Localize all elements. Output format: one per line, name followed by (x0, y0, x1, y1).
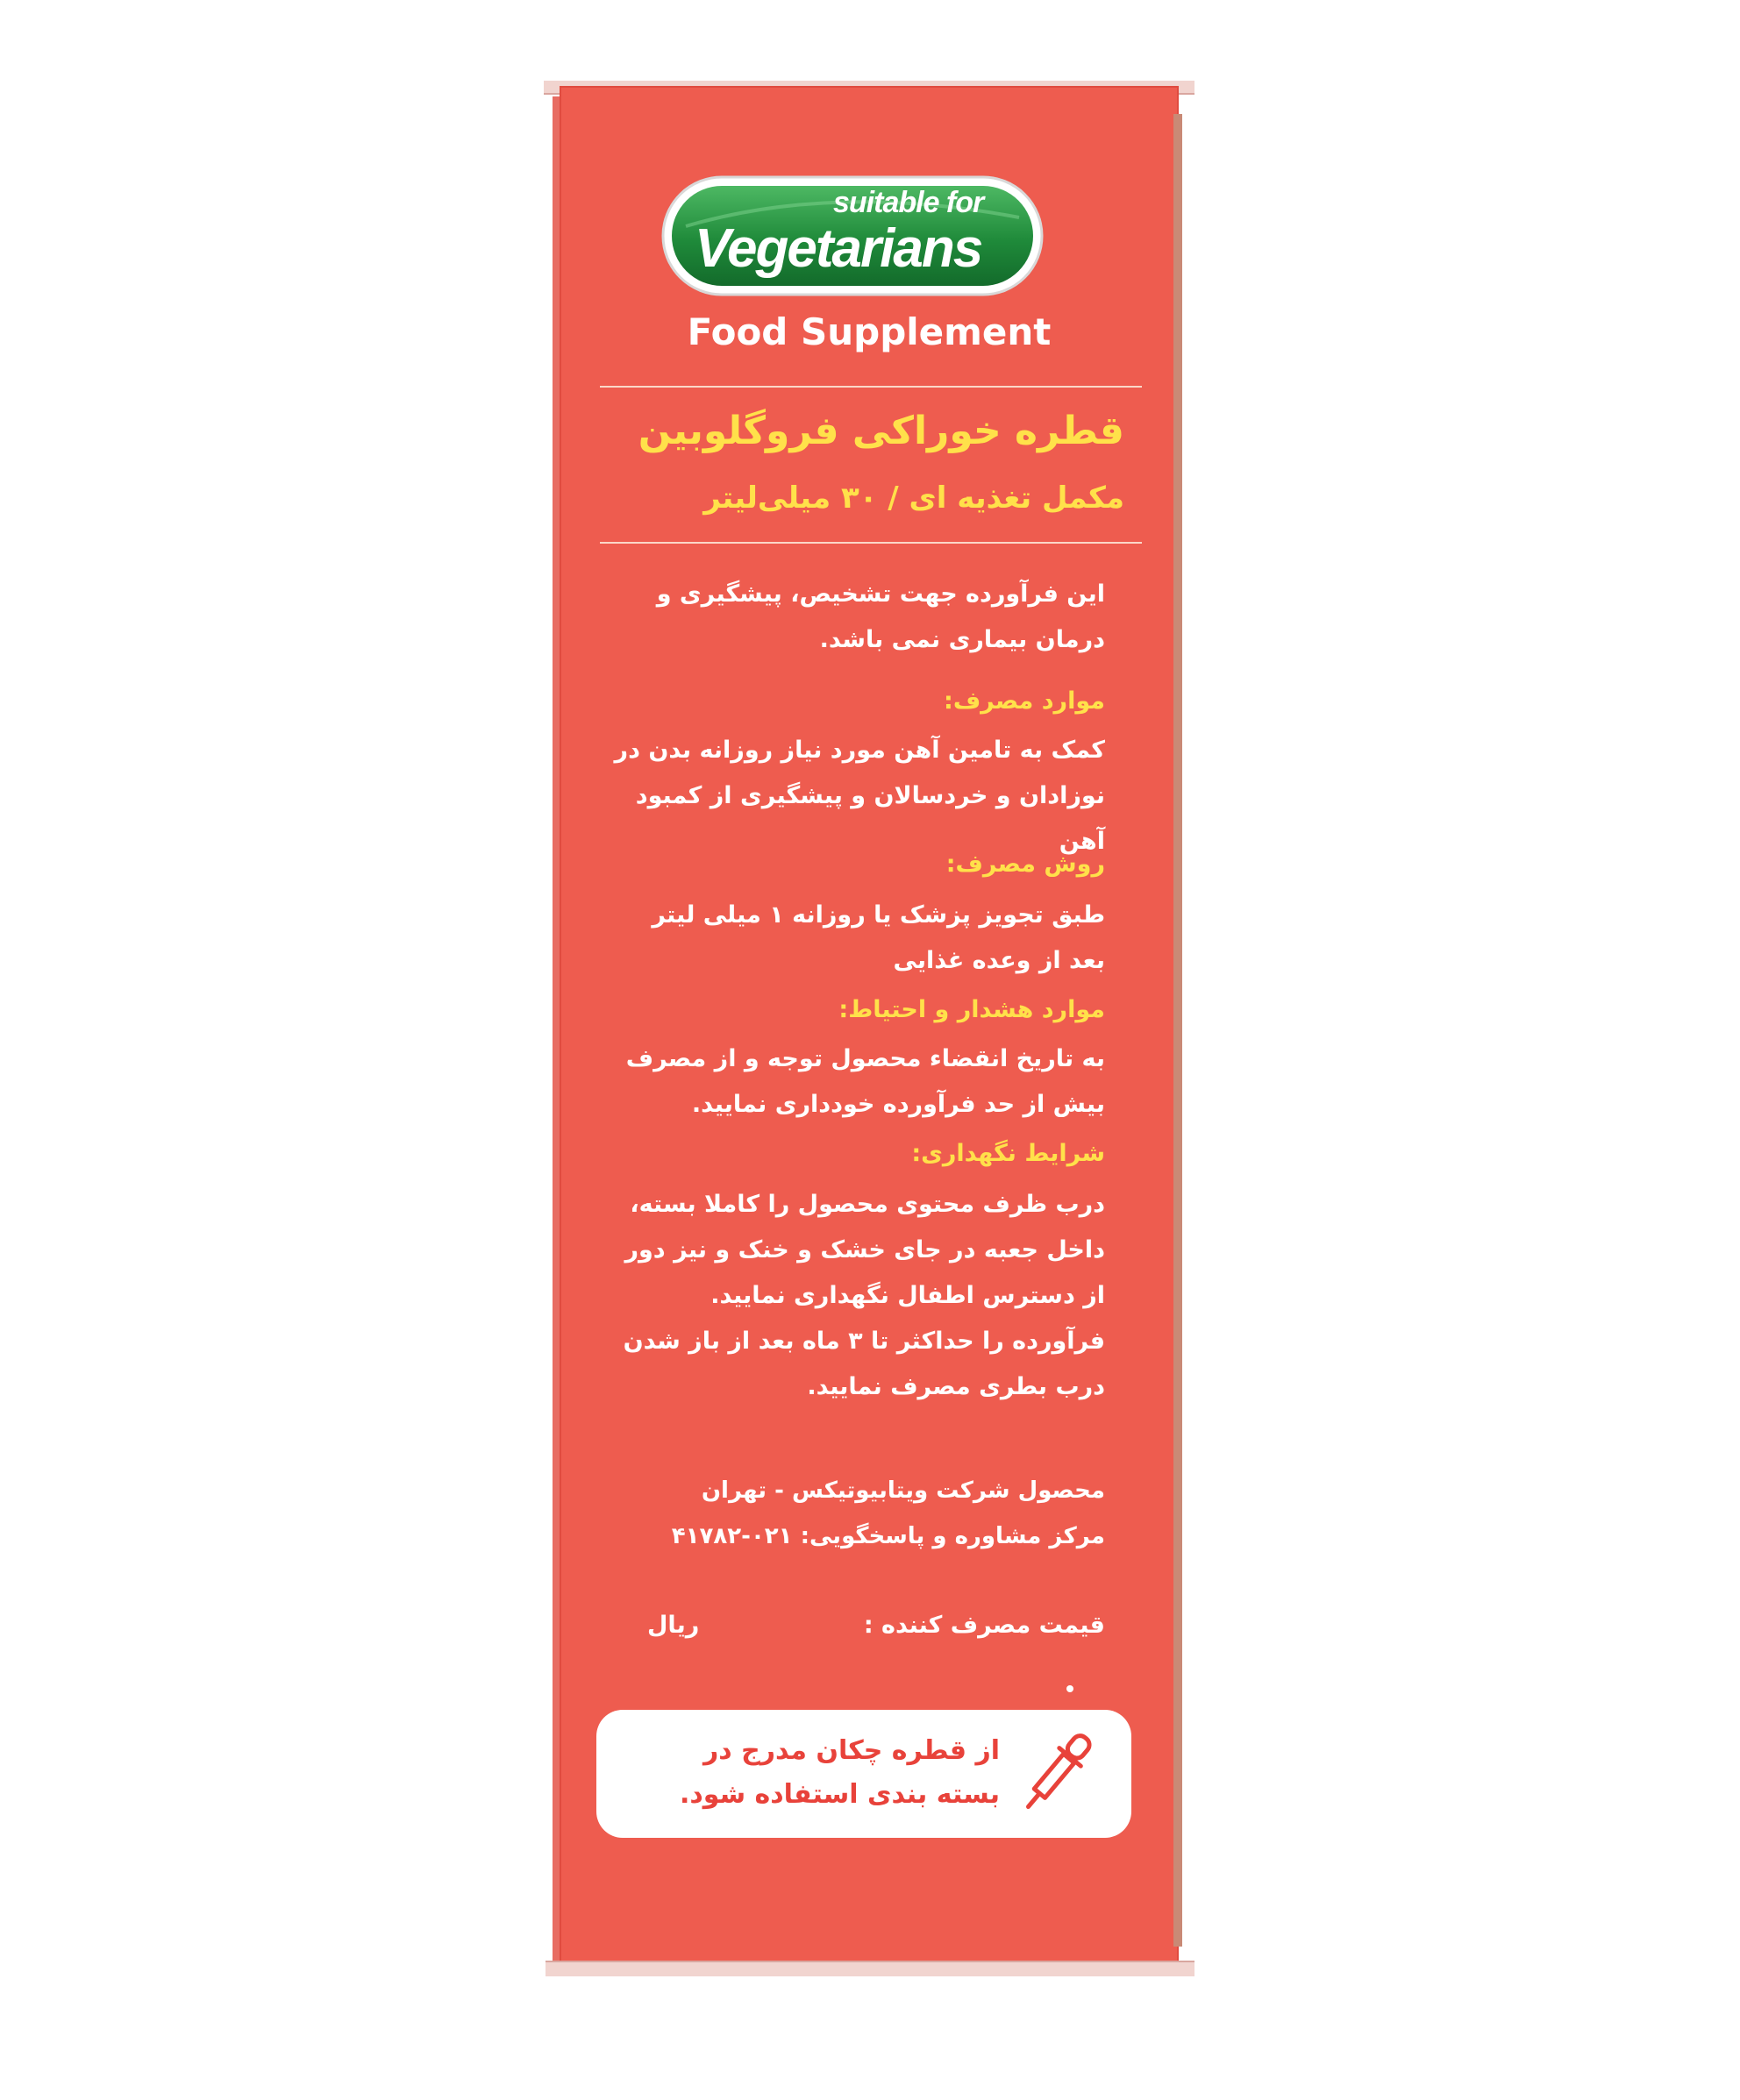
directions-text (586, 893, 1105, 984)
product-box-side-panel (560, 86, 1179, 1964)
heading-directions: روش مصرف: (945, 851, 1105, 878)
vegetarian-badge (660, 174, 1045, 298)
text-line: بعد از وعده غذایی (893, 947, 1105, 974)
note-line: بسته بندی استفاده شود. (680, 1779, 1000, 1810)
badge-line1: suitable for (833, 186, 984, 219)
heading-uses: موارد مصرف: (944, 687, 1105, 715)
text-line: درب بطری مصرف نمایید. (807, 1373, 1105, 1400)
product-title: قطره خوراکی فروگلوبین (638, 409, 1124, 453)
company-info (586, 1468, 1105, 1559)
text-line: به تاریخ انقضاء محصول توجه و از مصرف (625, 1045, 1105, 1072)
decorative-dot (1066, 1685, 1073, 1692)
divider-top (600, 386, 1142, 388)
text-line: نوزادان و خردسالان و پیشگیری از کمبود آهن (635, 782, 1105, 855)
note-line: از قطره چکان مدرج در (703, 1735, 1000, 1766)
text-line: داخل جعبه در جای خشک و خنک و نیز دور (624, 1236, 1105, 1264)
divider-bottom (600, 542, 1142, 544)
heading-storage: شرایط نگهداری: (911, 1140, 1105, 1167)
text-line: درب ظرف محتوی محصول را کاملا بسته، (630, 1191, 1105, 1218)
dropper-note-box (596, 1710, 1131, 1838)
warnings-text (586, 1036, 1105, 1128)
storage-text (586, 1182, 1105, 1410)
food-supplement-label: Food Supplement (687, 310, 1052, 353)
text-line: بیش از حد فرآورده خودداری نمایید. (691, 1091, 1105, 1118)
company-name: محصول شرکت ویتابیوتیکس - تهران (701, 1477, 1105, 1504)
text-line: فرآورده را حداکثر تا ۳ ماه بعد از باز شدن (623, 1328, 1105, 1355)
uses-text (586, 728, 1105, 865)
heading-warnings: موارد هشدار و احتیاط: (838, 996, 1105, 1023)
product-subtitle: مکمل تغذیه ای / ۳۰ میلی‌لیتر (703, 481, 1124, 516)
box-right-edge (1173, 114, 1182, 1947)
text-line: کمک به تامین آهن مورد نیاز روزانه بدن در (614, 737, 1105, 764)
dropper-icon (1012, 1726, 1100, 1822)
support-phone: مرکز مشاوره و پاسخگویی: ۰۲۱-۴۱۷۸۲ (671, 1523, 1105, 1549)
disclaimer-line: این فرآورده جهت تشخیص، پیشگیری و (656, 580, 1105, 608)
disclaimer-line: درمان بیماری نمی باشد. (819, 626, 1105, 653)
text-line: از دسترس اطفال نگهداری نمایید. (710, 1282, 1105, 1309)
text-line: طبق تجویز پزشک یا روزانه ۱ میلی لیتر (652, 901, 1105, 929)
box-bottom-edge (546, 1961, 1194, 1976)
dropper-note-text (631, 1729, 1000, 1817)
disclaimer (586, 572, 1105, 663)
price-unit: ریال (647, 1612, 700, 1639)
badge-line2: Vegetarians (695, 218, 982, 279)
price-label: قیمت مصرف کننده : (863, 1612, 1105, 1639)
